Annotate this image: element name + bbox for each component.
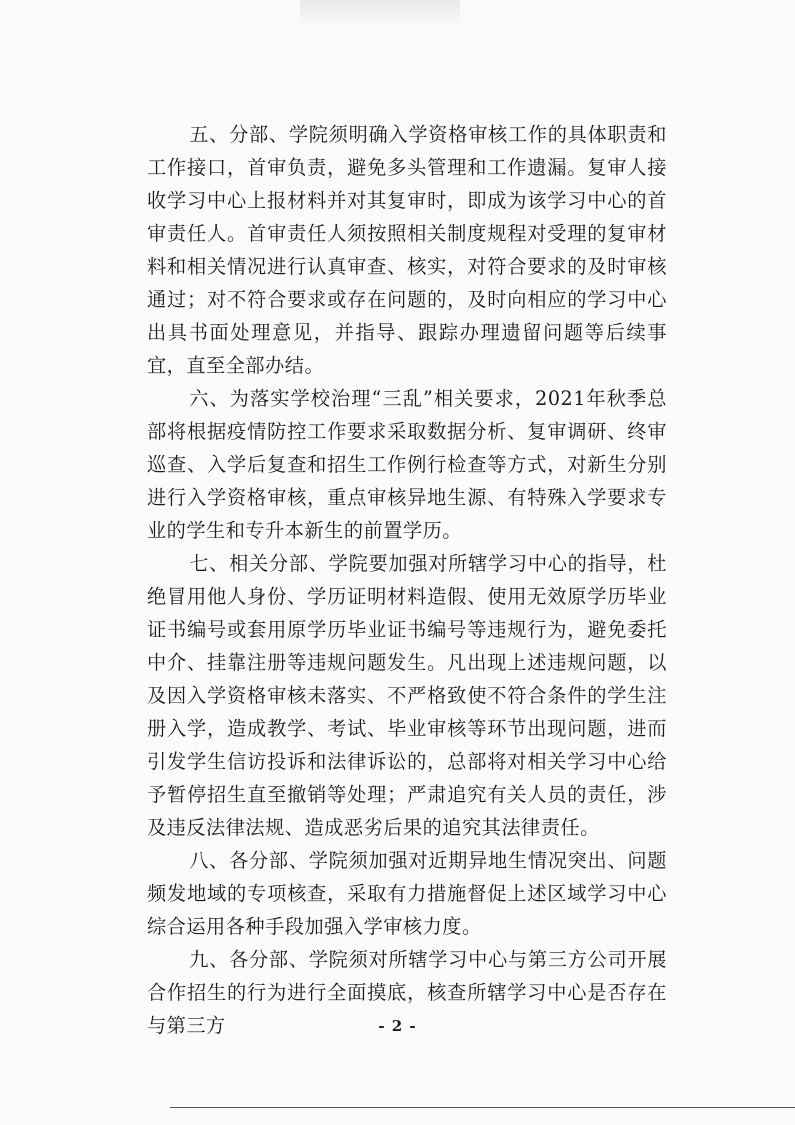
paragraph-5: 五、分部、学院须明确入学资格审核工作的具体职责和工作接口，首审负责，避免多头管理和工作遗漏。复审人接收学习中心上报材料并对其复审时，即成为该学习中心的首审责任人。首审责任人须按照相关制度规程对受理的复审材料和相关情况进行认真审查、核实，对符合要求的及时审核通过；对不符合要求或存在问题的，及时向相应的学习中心出具书面处理意见，并指导、跟踪办理遗留问题等后续事宜，直至全部办结。 — [147, 123, 667, 377]
page-number: - 2 - — [378, 1017, 417, 1035]
paragraph-9: 九、各分部、学院须对所辖学习中心与第三方公司开展合作招生的行为进行全面摸底，核查所辖学习中心是否存在与第三方 — [147, 948, 667, 1037]
paragraph-6: 六、为落实学校治理“三乱”相关要求，2021年秋季总部将根据疫情防控工作要求采取数据分析、复审调研、终审巡查、入学后复查和招生工作例行检查等方式，对新生分别进行入学资格审核，重点审核异地生源、有特殊入学要求专业的学生和专升本新生的前置学历。 — [147, 387, 667, 542]
paragraph-7: 七、相关分部、学院要加强对所辖学习中心的指导，杜绝冒用他人身份、学历证明材料造假、使用无效原学历毕业证书编号或套用原学历毕业证书编号等违规行为，避免委托中介、挂靠注册等违规问题发生。凡出现上述违规问题，以及因入学资格审核未落实、不严格致使不符合条件的学生注册入学，造成教学、考试、毕业审核等环节出现问题，进而引发学生信访投诉和法律诉讼的，总部将对相关学习中心给予暂停招生直至撤销等处理；严肃追究有关人员的责任，涉及违反法律法规、造成恶劣后果的追究其法律责任。 — [147, 552, 667, 839]
scan-smudge — [300, 0, 460, 28]
document-body — [147, 118, 667, 1042]
paragraph-8: 八、各分部、学院须加强对近期异地生情况突出、问题频发地域的专项核查，采取有力措施督促上述区域学习中心综合运用各种手段加强入学审核力度。 — [147, 849, 667, 938]
scan-edge-line — [170, 1107, 795, 1108]
